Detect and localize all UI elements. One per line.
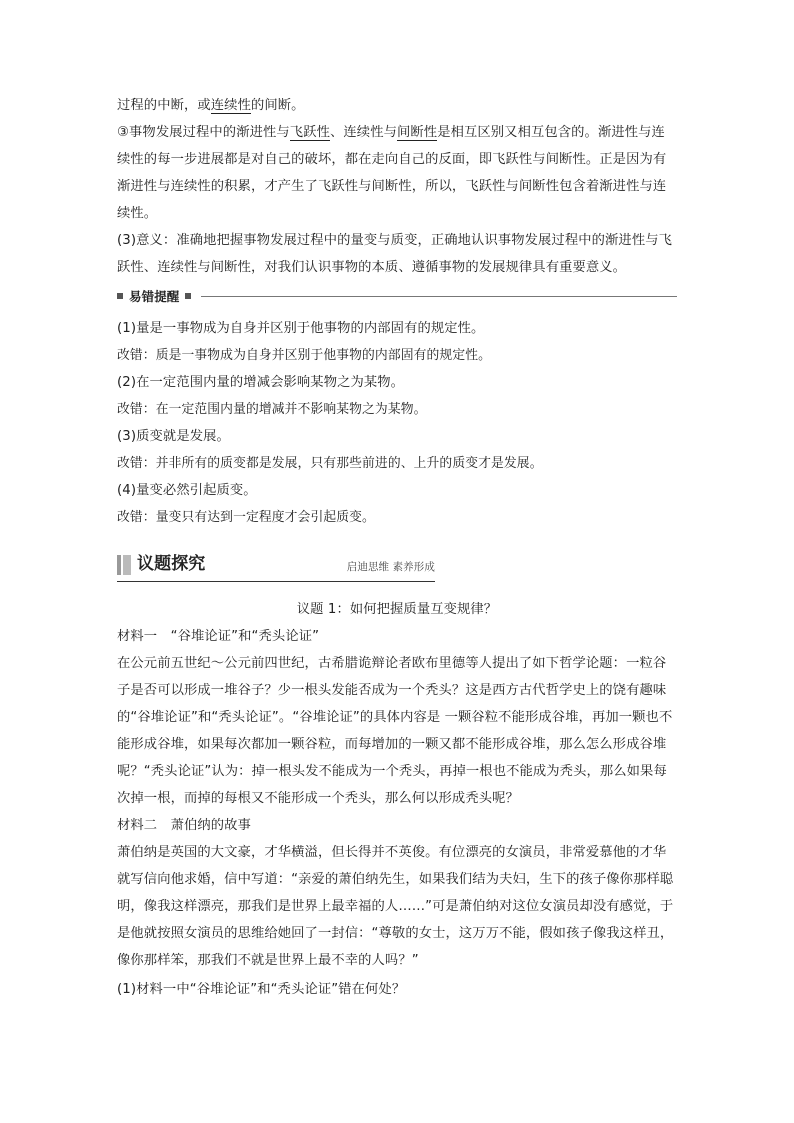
hint-question: (1)量是一事物成为自身并区别于他事物的内部固有的规定性。 xyxy=(117,321,485,336)
meaning-paragraph: (3)意义：准确地把握事物发展过程中的量变与质变，正确地认识事物发展过程中的渐进性与飞跃性、连续性与间断性，对我们认识事物的本质、遵循事物的发展规律具有重要意义。 xyxy=(117,233,673,275)
section-mark-icon xyxy=(117,555,131,575)
hint-question: (3)质变就是发展。 xyxy=(117,429,230,444)
text-span: 、连续性与 xyxy=(330,125,397,140)
material-1-text: 在公元前五世纪～公元前四世纪，古希腊诡辩论者欧布里德等人提出了如下哲学论题：一粒谷子是否可以形成一堆谷子？少一根头发能否成为一个秃头？这是西方古代哲学史上的饶有趣味的“谷堆论证”和“秃头论证”。“谷堆论证”的具体内容是 一颗谷粒不能形成谷堆，再加一颗也不能形成谷堆，如果每次都加一颗谷粒，而每增加的一颗又都不能形成谷堆，那么怎么形成谷堆呢？“秃头论证”认为：掉一根头发不能成为一个秃头，再掉一根也不能成为秃头，那么如果每次掉一根，而掉的每根又不能形成一个秃头，那么何以形成秃头呢？ xyxy=(117,656,673,806)
hint-title: 易错提醒 xyxy=(129,288,180,304)
underlined-term: 飞跃性 xyxy=(289,125,330,140)
hint-correction: 改错：质是一事物成为自身并区别于他事物的内部固有的规定性。 xyxy=(117,348,492,363)
material-1-title: 材料一 “谷堆论证”和“秃头论证” xyxy=(117,629,320,644)
divider xyxy=(201,296,677,297)
underlined-term: 连续性 xyxy=(210,98,251,113)
hint-correction: 改错：在一定范围内量的增减并不影响某物之为某物。 xyxy=(117,402,427,417)
text-span: 是相互区别又相互包含的。渐进性与连续性的每一步进展都是对自己的破坏，都在走向自己的反面，即飞跃性与间断性。正是因为有渐进性与连续性的积累，才产生了飞跃性与间断性，所以，飞跃性与间断性包含着渐进性与连续性。 xyxy=(117,125,667,221)
hint-correction: 改错：并非所有的质变都是发展，只有那些前进的、上升的质变才是发展。 xyxy=(117,456,543,471)
text-span: ③事物发展过程中的渐进性与 xyxy=(117,125,290,140)
hint-question: (4)量变必然引起质变。 xyxy=(117,483,257,498)
square-bullet-icon xyxy=(117,293,123,299)
square-bullet-icon xyxy=(185,293,191,299)
issue-title: 议题探究 xyxy=(137,554,206,574)
text-span: 过程的中断，或 xyxy=(117,98,211,113)
question-1: (1)材料一中“谷堆论证”和“秃头论证”错在何处？ xyxy=(117,982,406,997)
material-2-title: 材料二 萧伯纳的故事 xyxy=(117,818,251,833)
hint-question: (2)在一定范围内量的增减会影响某物之为某物。 xyxy=(117,375,405,390)
text-span: 的间断。 xyxy=(250,98,305,113)
intro-line xyxy=(117,92,677,119)
document-page xyxy=(117,92,677,1003)
hint-header xyxy=(117,283,677,309)
issue-subtitle: 启迪思维 素养形成 xyxy=(346,561,435,573)
underlined-term: 间断性 xyxy=(396,125,438,140)
hint-list xyxy=(117,315,677,531)
hint-correction: 改错：量变只有达到一定程度才会引起质变。 xyxy=(117,510,375,525)
intro-paragraph-3 xyxy=(117,119,677,227)
issue-header xyxy=(117,551,435,582)
material-2-text: 萧伯纳是英国的大文豪，才华横溢，但长得并不英俊。有位漂亮的女演员，非常爱慕他的才华就写信向他求婚，信中写道：“亲爱的萧伯纳先生，如果我们结为夫妇，生下的孩子像你那样聪明，像我这样漂亮，那我们是世界上最幸福的人……”可是萧伯纳对这位女演员却没有感觉，于是他就按照女演员的思维给她回了一封信：“尊敬的女士，这万万不能，假如孩子像我这样丑，像你那样笨，那我们不就是世界上最不幸的人吗？” xyxy=(117,845,674,968)
topic-heading: 议题 1：如何把握质量互变规律？ xyxy=(296,602,498,617)
